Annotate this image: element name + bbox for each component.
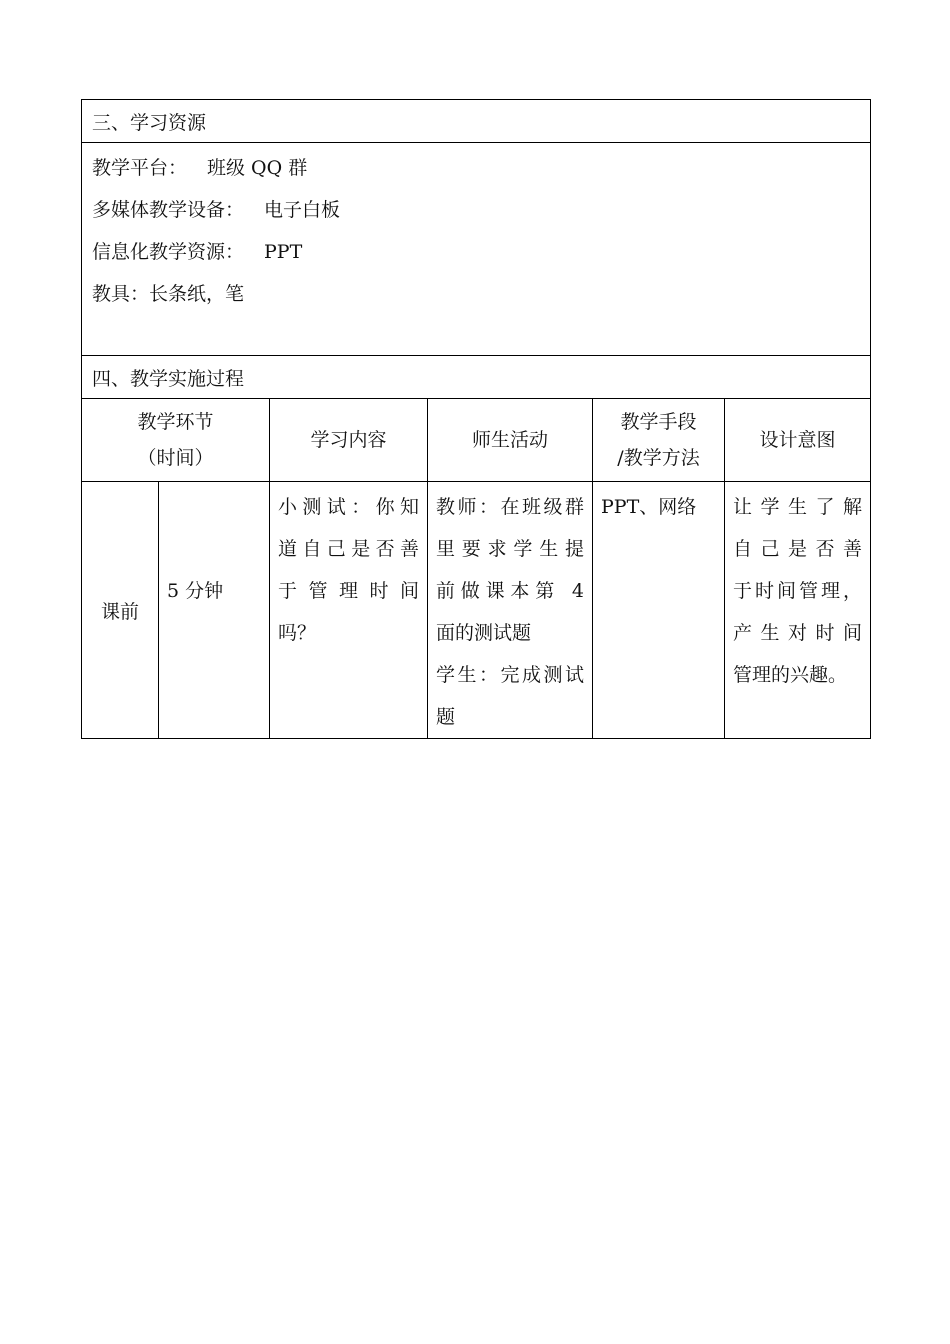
resource-label: 信息化教学资源：: [92, 241, 245, 263]
header-stage: [82, 399, 270, 482]
intent-cell: [725, 482, 871, 739]
resource-value: 电子白板: [264, 199, 341, 221]
header-intent: 设计意图: [725, 399, 871, 482]
intent-lines: [725, 482, 870, 696]
resource-label: 教学平台：: [92, 157, 188, 179]
resource-line-tools: [92, 273, 860, 315]
content-line: 吗？: [278, 622, 317, 644]
header-method: [593, 399, 725, 482]
lesson-plan-table: [81, 99, 871, 739]
method-cell: [593, 482, 725, 739]
intent-line: 于时间管理，: [733, 580, 863, 602]
content-line: 小测试：你知: [278, 496, 419, 518]
resource-label: 多媒体教学设备：: [92, 199, 245, 221]
content-cell: [270, 482, 428, 739]
method-value: PPT、网络: [601, 496, 697, 518]
activity-line: 里要求学生提: [436, 538, 584, 560]
activity-line: 题: [436, 706, 456, 728]
content-line: 于 管 理 时 间: [278, 580, 419, 602]
stage-cell: 课前: [82, 482, 159, 739]
intent-line: 管理的兴趣。: [733, 664, 848, 686]
intent-line: 让学生了解: [733, 496, 863, 518]
header-method-line1: 教学手段: [620, 411, 697, 433]
activity-lines: [428, 482, 592, 738]
resource-line-multimedia: [92, 189, 860, 231]
header-method-line2: /教学方法: [617, 447, 700, 469]
section3-title: 三、学习资源: [82, 100, 871, 143]
resources-block: [82, 143, 871, 356]
section4-title: 四、教学实施过程: [82, 356, 871, 399]
resource-value: PPT: [264, 241, 303, 263]
header-activity: 师生活动: [428, 399, 593, 482]
activity-line: 前做课本第 4: [436, 580, 584, 602]
content-line: 道自己是否善: [278, 538, 419, 560]
intent-line: 自己是否善: [733, 538, 863, 560]
intent-line: 产生对时间: [733, 622, 863, 644]
header-stage-line1: 教学环节: [137, 411, 214, 433]
activity-cell: [428, 482, 593, 739]
lesson-plan-document: [81, 99, 870, 739]
resource-line-platform: [92, 147, 860, 189]
activity-line: 面的测试题: [436, 622, 532, 644]
activity-line: 教师：在班级群: [436, 496, 584, 518]
table-row: [82, 482, 871, 739]
time-value: 5 分钟: [167, 580, 224, 602]
header-content: 学习内容: [270, 399, 428, 482]
resource-line-digital: [92, 231, 860, 273]
time-cell: [159, 482, 270, 739]
resource-value: 班级 QQ 群: [207, 157, 308, 179]
activity-line: 学生：完成测试: [436, 664, 584, 686]
header-stage-line2: （时间）: [137, 447, 214, 469]
content-lines: [270, 482, 427, 654]
resource-label: 教具：长条纸，笔: [92, 283, 245, 305]
